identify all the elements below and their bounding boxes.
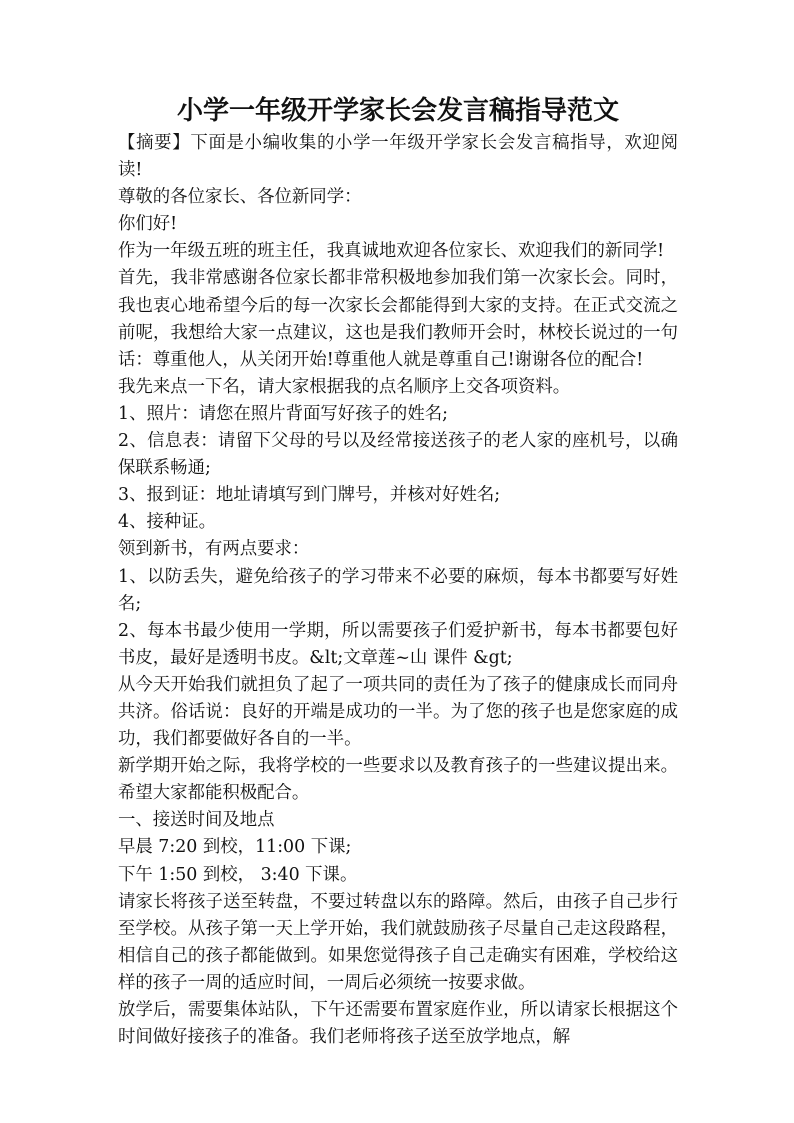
paragraph-new-books: 领到新书，有两点要求： [118, 539, 310, 560]
list-item-book-names: 1、以防丢失，避免给孩子的学习带来不必要的麻烦，每本书都要写好姓名; [118, 566, 678, 614]
paragraph-welcome: 作为一年级五班的班主任，我真诚地欢迎各位家长、欢迎我们的新同学! [118, 241, 665, 262]
list-item-info-form: 2、信息表：请留下父母的号以及经常接送孩子的老人家的座机号，以确保联系畅通; [118, 431, 678, 479]
list-item-registration: 3、报到证：地址请填写到门牌号，并核对好姓名; [118, 485, 501, 506]
paragraph-drop-off: 请家长将孩子送至转盘，不要过转盘以东的路障。然后，由孩子自己步行至学校。从孩子第一天上学开始，我们就鼓励孩子尽量自己走这段路程，相信自己的孩子都能做到。如果您觉得孩子自己走确实有困难，学校给这样的孩子一周的适应时间，一周后必须统一按要求做。 [118, 891, 678, 993]
paragraph-pick-up: 放学后，需要集体站队，下午还需要布置家庭作业，所以请家长根据这个时间做好接孩子的准备。我们老师将孩子送至放学地点，解 [118, 1000, 678, 1048]
section-heading-schedule: 一、接送时间及地点 [118, 810, 275, 831]
list-item-book-covers: 2、每本书最少使用一学期，所以需要孩子们爱护新书，每本书都要包好书皮，最好是透明书皮。&lt;文章莲~山 课件 &gt; [118, 620, 678, 668]
paragraph-new-term: 新学期开始之际，我将学校的一些要求以及教育孩子的一些建议提出来。希望大家都能积极配合。 [118, 756, 678, 804]
schedule-morning: 早晨 7:20 到校，11:00 下课; [118, 837, 352, 858]
paragraph-thanks: 首先，我非常感谢各位家长都非常积极地参加我们第一次家长会。同时，我也衷心地希望今后的每一次家长会都能得到大家的支持。在正式交流之前呢，我想给大家一点建议，这也是我们教师开会时，林校长说过的一句话：尊重他人，从关闭开始!尊重他人就是尊重自己!谢谢各位的配合! [118, 268, 678, 370]
schedule-afternoon: 下午 1:50 到校， 3:40 下课。 [118, 864, 358, 885]
list-item-vaccination: 4、接种证。 [118, 512, 217, 533]
document-page [118, 92, 678, 1051]
paragraph-salutation: 尊敬的各位家长、各位新同学： [118, 187, 362, 208]
document-body [118, 130, 678, 1051]
list-item-photo: 1、照片：请您在照片背面写好孩子的姓名; [118, 403, 448, 424]
paragraph-abstract: 【摘要】下面是小编收集的小学一年级开学家长会发言稿指导，欢迎阅读! [118, 133, 678, 181]
paragraph-roll-call: 我先来点一下名，请大家根据我的点名顺序上交各项资料。 [118, 376, 571, 397]
paragraph-greeting: 你们好! [118, 214, 178, 235]
document-title: 小学一年级开学家长会发言稿指导范文 [176, 96, 619, 126]
paragraph-responsibility: 从今天开始我们就担负了起了一项共同的责任为了孩子的健康成长而同舟共济。俗话说：良好的开端是成功的一半。为了您的孩子也是您家庭的成功，我们都要做好各自的一半。 [118, 674, 678, 750]
